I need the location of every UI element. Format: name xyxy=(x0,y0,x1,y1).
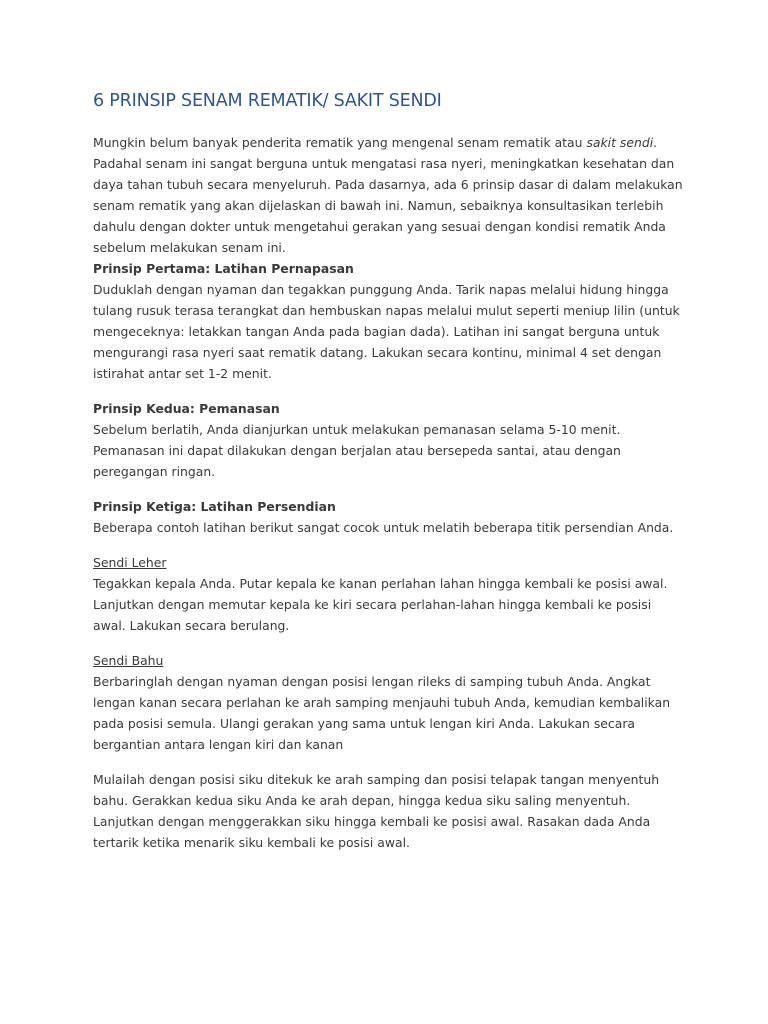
intro-paragraph xyxy=(93,132,683,258)
sendi-leher-heading: Sendi Leher xyxy=(93,555,167,570)
sendi-leher-body: Tegakkan kepala Anda. Putar kepala ke kanan perlahan lahan hingga kembali ke posisi awal. Lanjutkan dengan memutar kepala ke kiri secara perlahan-lahan hingga kembali ke posisi awal. Lakukan secara berulang. xyxy=(93,576,668,633)
prinsip-1-body: Duduklah dengan nyaman dan tegakkan punggung Anda. Tarik napas melalui hidung hingga tulang rusuk terasa terangkat dan hembuskan napas melalui mulut seperti meniup lilin (untuk mengeceknya: letakkan tangan Anda pada bagian dada). Latihan ini sangat berguna untuk mengurangi rasa nyeri saat rematik datang. Lakukan secara kontinu, minimal 4 set dengan istirahat antar set 1-2 menit. xyxy=(93,282,680,381)
page-title: 6 PRINSIP SENAM REMATIK/ SAKIT SENDI xyxy=(93,91,442,111)
prinsip-1-heading: Prinsip Pertama: Latihan Pernapasan xyxy=(93,261,354,276)
intro-text-start: Mungkin belum banyak penderita rematik yang mengenal senam rematik atau xyxy=(93,135,587,150)
prinsip-2-body: Sebelum berlatih, Anda dianjurkan untuk melakukan pemanasan selama 5-10 menit. Pemanasan ini dapat dilakukan dengan berjalan atau bersepeda santai, atau dengan peregangan ringan. xyxy=(93,422,621,479)
sendi-bahu-body-2: Mulailah dengan posisi siku ditekuk ke arah samping dan posisi telapak tangan menyentuh bahu. Gerakkan kedua siku Anda ke arah depan, hingga kedua siku saling menyentuh. Lanjutkan dengan menggerakkan siku hingga kembali ke posisi awal. Rasakan dada Anda tertarik ketika menarik siku kembali ke posisi awal. xyxy=(93,772,660,850)
sendi-bahu-body: Berbaringlah dengan nyaman dengan posisi lengan rileks di samping tubuh Anda. Angkat lengan kanan secara perlahan ke arah samping menjauhi tubuh Anda, kemudian kembalikan pada posisi semula. Ulangi gerakan yang sama untuk lengan kiri Anda. Lakukan secara bergantian antara lengan kiri dan kanan xyxy=(93,674,671,752)
intro-italic-term: sakit sendi xyxy=(586,135,654,150)
prinsip-3-body: Beberapa contoh latihan berikut sangat cocok untuk melatih beberapa titik persendian Anda. xyxy=(93,520,674,535)
prinsip-3-heading: Prinsip Ketiga: Latihan Persendian xyxy=(93,499,336,514)
intro-text-end: . Padahal senam ini sangat berguna untuk mengatasi rasa nyeri, meningkatkan kesehatan dan daya tahan tubuh secara menyeluruh. Pada dasarnya, ada 6 prinsip dasar di dalam melakukan senam rematik yang akan dijelaskan di bawah ini. Namun, sebaiknya konsultasikan terlebih dahulu dengan dokter untuk mengetahui gerakan yang sesuai dengan kondisi rematik Anda sebelum melakukan senam ini. xyxy=(93,135,683,255)
prinsip-2-heading: Prinsip Kedua: Pemanasan xyxy=(93,401,280,416)
sendi-bahu-heading: Sendi Bahu xyxy=(93,653,164,668)
document-page xyxy=(93,88,683,853)
